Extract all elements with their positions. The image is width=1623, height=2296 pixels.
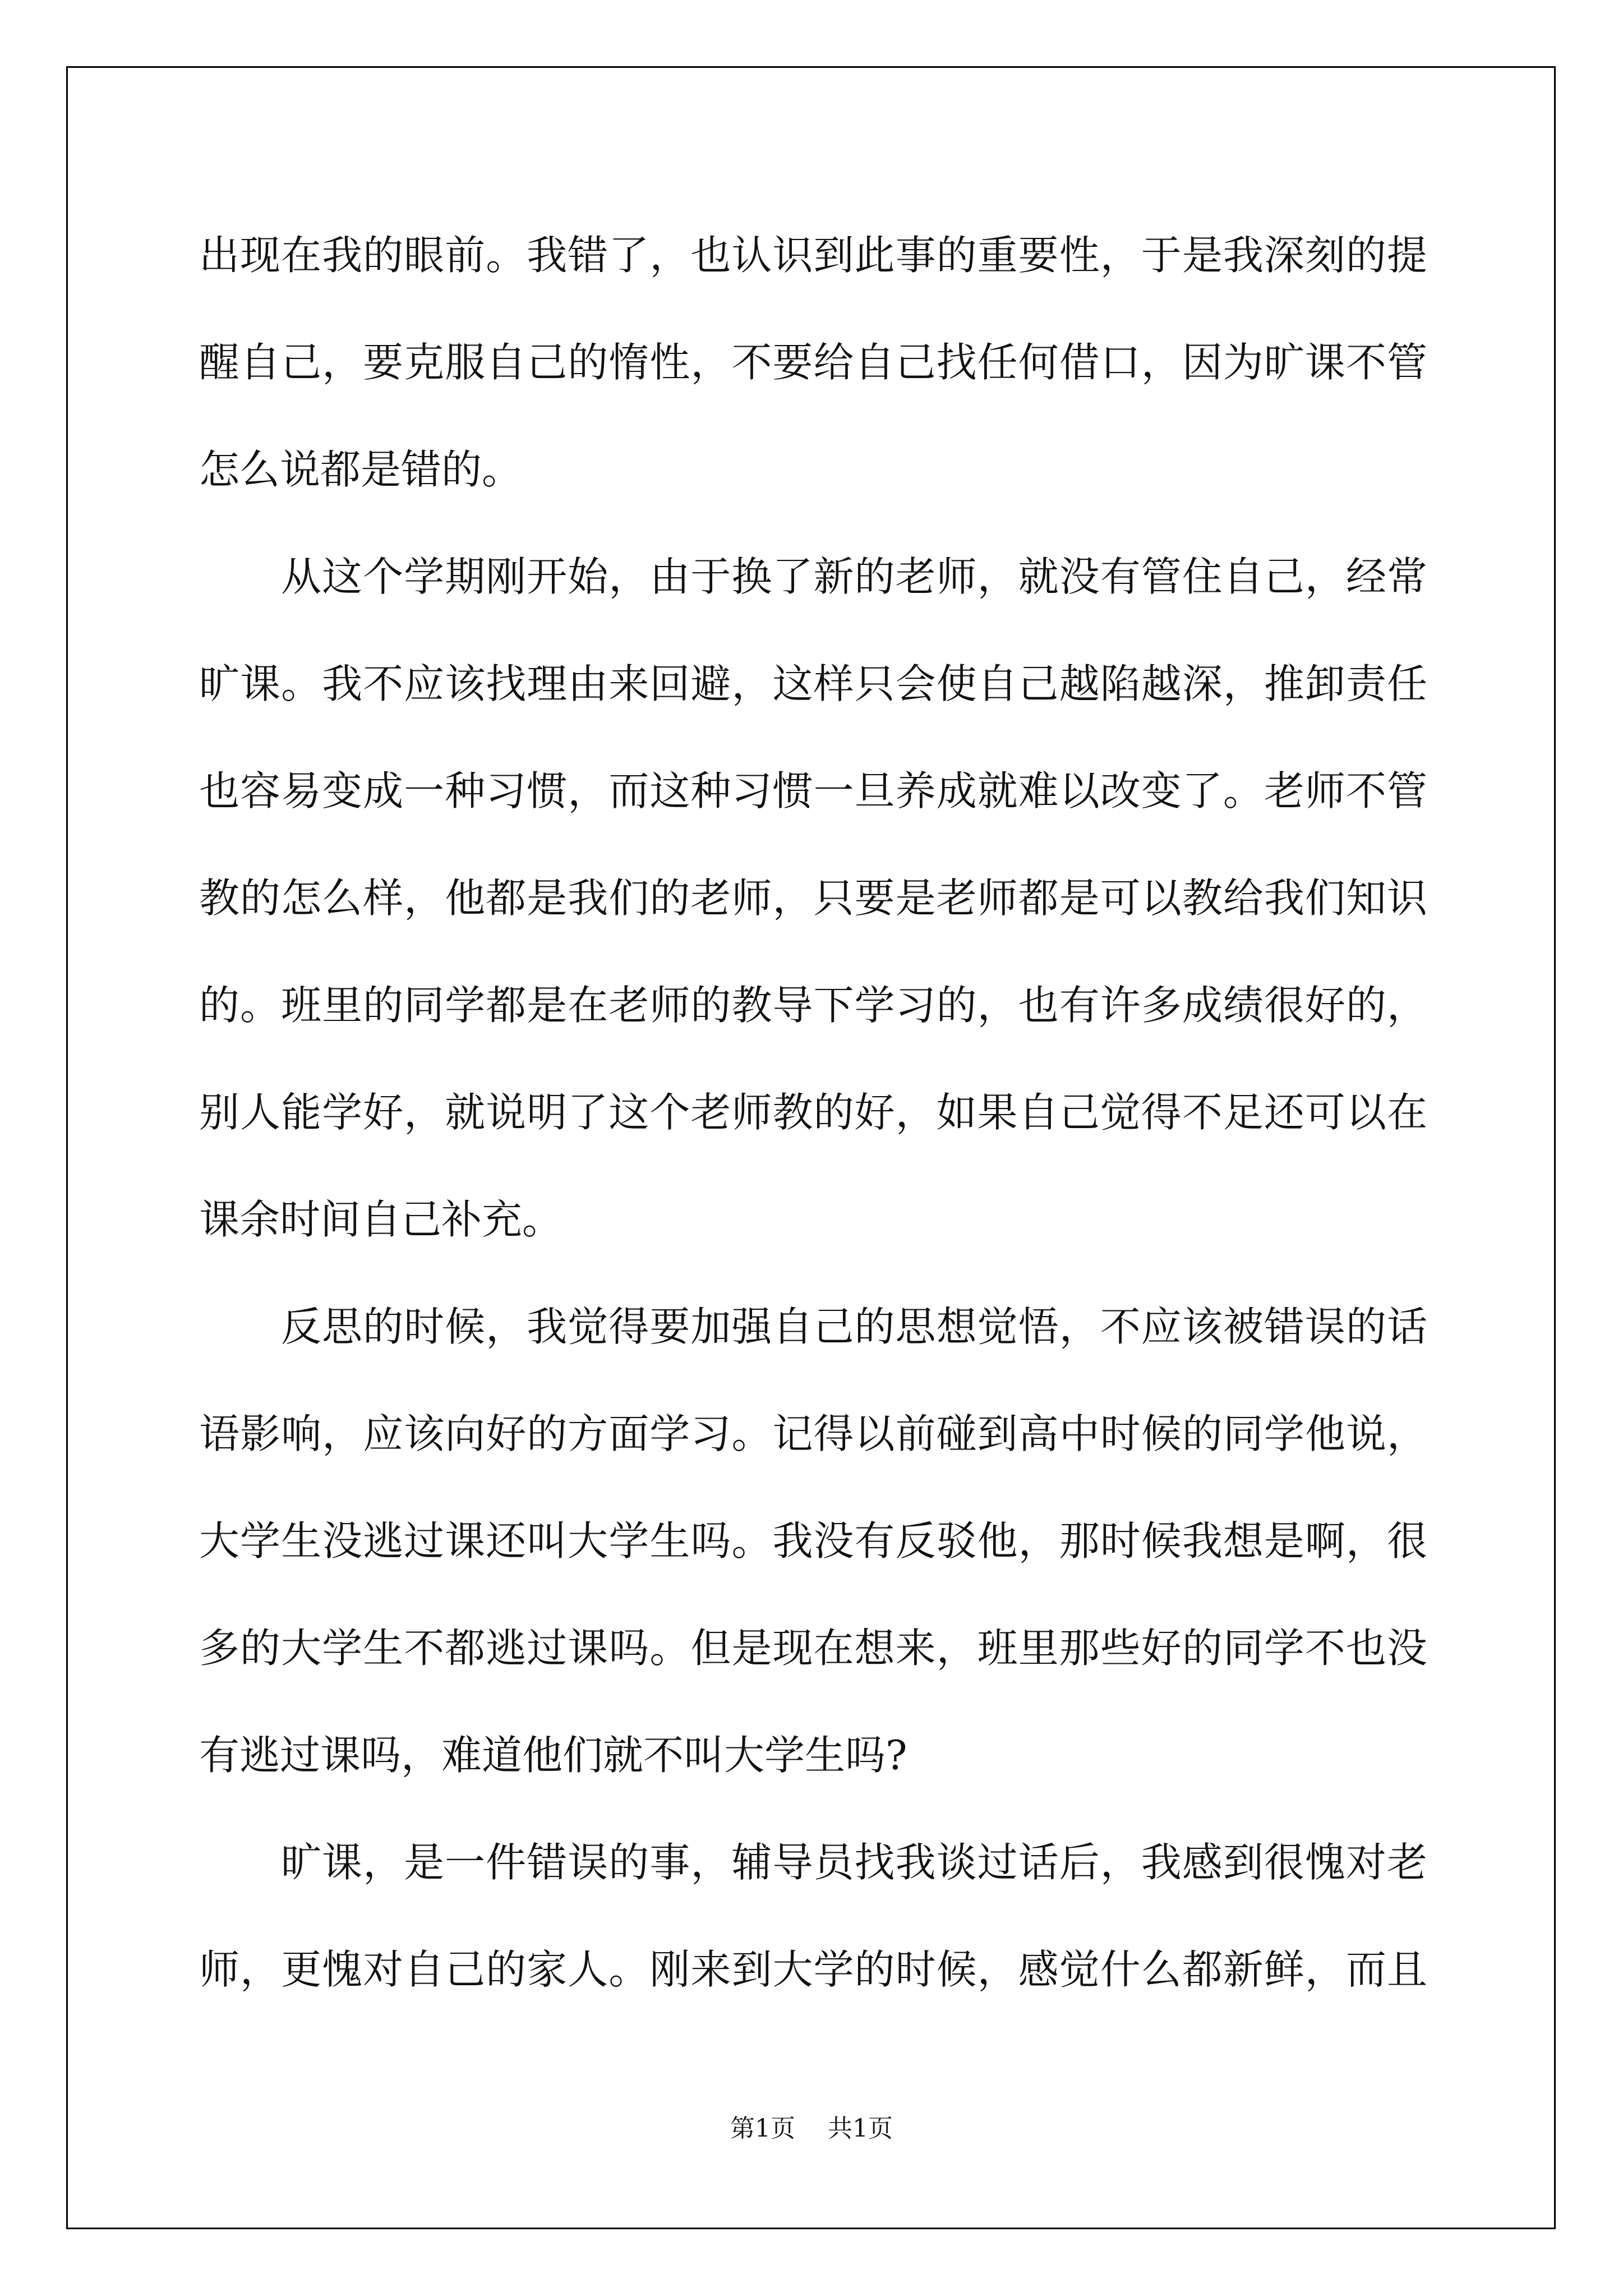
text-line: 别人能学好，就说明了这个老师教的好，如果自己觉得不足还可以在 <box>199 1089 1427 1136</box>
text-line: 语影响，应该向好的方面学习。记得以前碰到高中时候的同学他说， <box>199 1410 1427 1457</box>
page-number-total: 共1页 <box>828 2114 893 2143</box>
document-body <box>199 202 1427 2023</box>
text-line: 出现在我的眼前。我错了，也认识到此事的重要性，于是我深刻的提 <box>199 232 1427 279</box>
text-line: 课余时间自己补充。 <box>199 1196 563 1243</box>
text-line: 有逃过课吗，难道他们就不叫大学生吗? <box>199 1732 907 1779</box>
text-line: 也容易变成一种习惯，而这种习惯一旦养成就难以改变了。老师不管 <box>199 767 1427 815</box>
text-line: 教的怎么样，他都是我们的老师，只要是老师都是可以教给我们知识 <box>199 875 1427 922</box>
text-line: 师，更愧对自己的家人。刚来到大学的时候，感觉什么都新鲜，而且 <box>199 1946 1427 1993</box>
text-line: 的。班里的同学都是在老师的教导下学习的，也有许多成绩很好的， <box>199 982 1427 1029</box>
text-line: 大学生没逃过课还叫大学生吗。我没有反驳他，那时候我想是啊，很 <box>199 1517 1427 1565</box>
text-line: 旷课。我不应该找理由来回避，这样只会使自己越陷越深，推卸责任 <box>199 660 1427 707</box>
text-line: 多的大学生不都逃过课吗。但是现在想来，班里那些好的同学不也没 <box>199 1625 1427 1672</box>
page-number-current: 第1页 <box>730 2114 795 2143</box>
text-line: 醒自己，要克服自己的惰性，不要给自己找任何借口，因为旷课不管 <box>199 339 1427 386</box>
text-line: 旷课，是一件错误的事，辅导员找我谈过话后，我感到很愧对老 <box>281 1839 1427 1886</box>
text-line: 从这个学期刚开始，由于换了新的老师，就没有管住自己，经常 <box>281 553 1427 600</box>
page-footer <box>0 2108 1623 2144</box>
text-line: 反思的时候，我觉得要加强自己的思想觉悟，不应该被错误的话 <box>281 1303 1427 1350</box>
text-line: 怎么说都是错的。 <box>199 446 523 493</box>
